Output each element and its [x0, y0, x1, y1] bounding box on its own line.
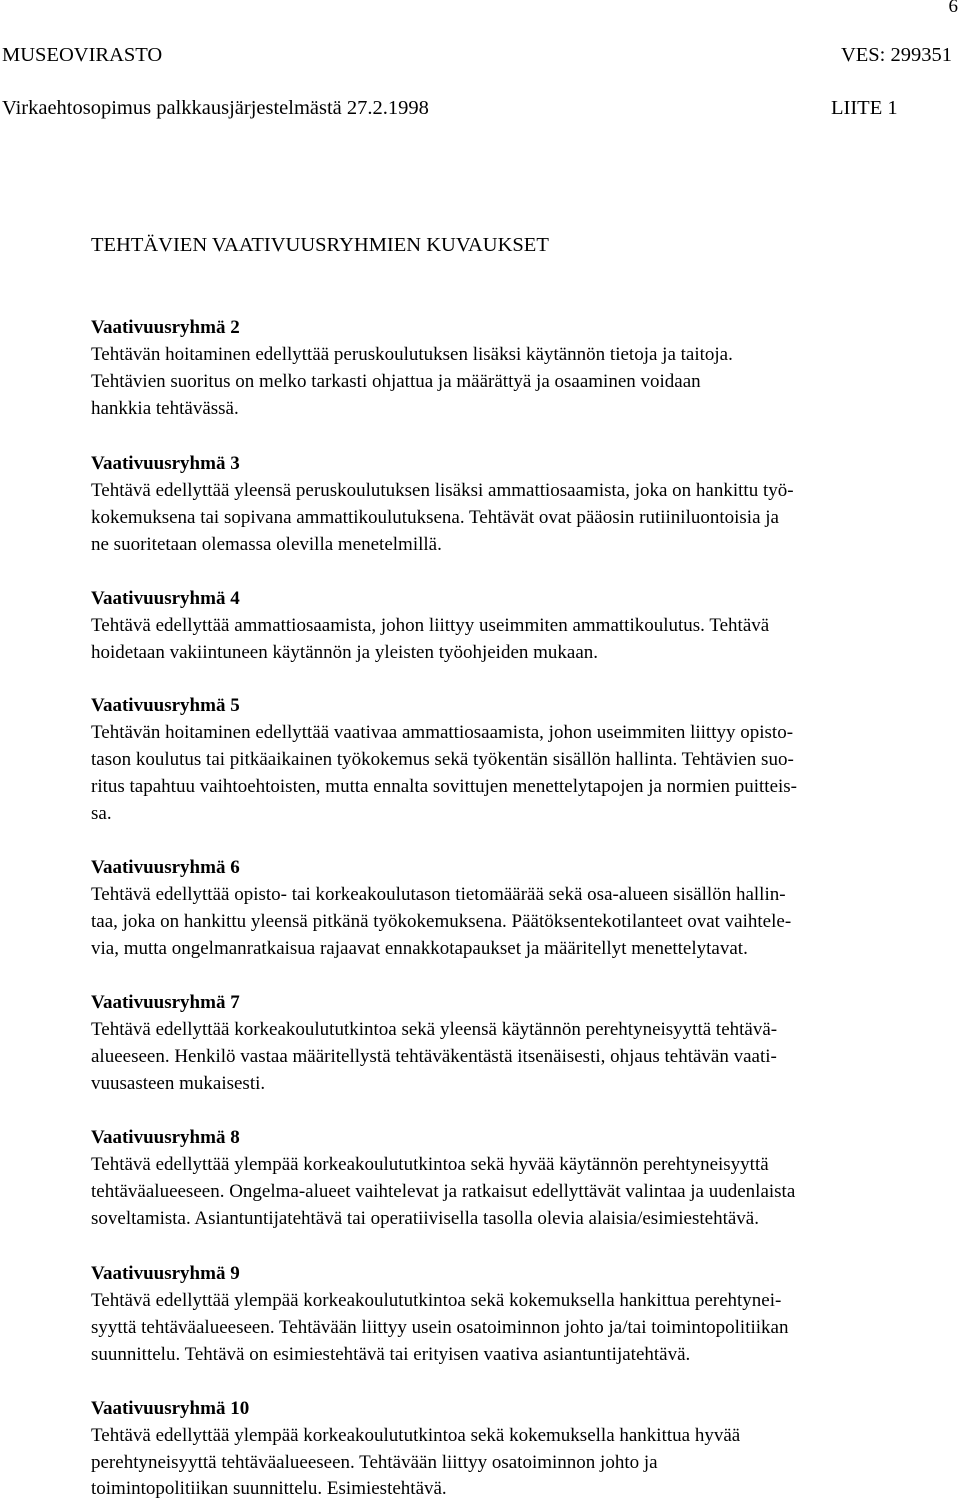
section-text-line: tehtäväalueeseen. Ongelma-alueet vaihtelevat ja ratkaisut edellyttävät valintaa ja uudenlaista — [91, 1181, 796, 1202]
section-text-line: hankkia tehtävässä. — [91, 398, 239, 419]
section-text-line: Tehtävän hoitaminen edellyttää vaativaa ammattiosaamista, johon useimmiten liittyy opisto- — [91, 722, 794, 743]
section-text-line: hoidetaan vakiintuneen käytännön ja yleisten työohjeiden mukaan. — [91, 642, 599, 663]
section-text-line: toimintopolitiikan suunnittelu. Esimiestehtävä. — [91, 1478, 447, 1499]
section-title: Vaativuusryhmä 3 — [91, 453, 240, 474]
organization-name: MUSEOVIRASTO — [2, 44, 163, 66]
section-text-line: syyttä tehtäväalueeseen. Tehtävään liittyy usein osatoiminnon johto ja/tai toimintopolitiikan — [91, 1317, 789, 1338]
section-text-line: suunnittelu. Tehtävä on esimiestehtävä tai erityisen vaativa asiantuntijatehtävä. — [91, 1344, 691, 1365]
section-title: Vaativuusryhmä 5 — [91, 695, 240, 716]
section-text-line: Tehtävä edellyttää opisto- tai korkeakoulutason tietomäärää sekä osa-alueen sisällön hallin- — [91, 884, 786, 905]
section-text-line: Tehtävä edellyttää yleensä peruskoulutuksen lisäksi ammattiosaamista, joka on hankittu työ- — [91, 480, 794, 501]
document-subtitle: Virkaehtosopimus palkkausjärjestelmästä 27.2.1998 — [2, 97, 429, 119]
section-text-line: sa. — [91, 803, 112, 824]
section-title: Vaativuusryhmä 9 — [91, 1263, 240, 1284]
section-text-line: ritus tapahtuu vaihtoehtoisten, mutta ennalta sovittujen menettelytapojen ja normien puitteis- — [91, 776, 797, 797]
section-text-line: via, mutta ongelmanratkaisua rajaavat ennakkotapaukset ja määritellyt menettelytavat. — [91, 938, 748, 959]
section-text-line: ne suoritetaan olemassa olevilla menetelmillä. — [91, 534, 442, 555]
section-text-line: Tehtävä edellyttää ylempää korkeakoulututkintoa sekä kokemuksella hankittua hyvää — [91, 1425, 741, 1446]
section-text-line: Tehtävän hoitaminen edellyttää peruskoulutuksen lisäksi käytännön tietoja ja taitoja. — [91, 344, 733, 365]
section-text-line: Tehtävä edellyttää ylempää korkeakoulututkintoa sekä hyvää käytännön perehtyneisyyttä — [91, 1154, 769, 1175]
section-text-line: tason koulutus tai pitkäaikainen työkokemus sekä työkentän sisällön hallinta. Tehtävien suo- — [91, 749, 794, 770]
section-text-line: taa, joka on hankittu yleensä pitkänä työkokemuksena. Päätöksentekotilanteet ovat vaihtele- — [91, 911, 792, 932]
section-title: Vaativuusryhmä 10 — [91, 1398, 250, 1419]
section-text-line: vuusasteen mukaisesti. — [91, 1073, 266, 1094]
section-text-line: Tehtävä edellyttää ylempää korkeakoulututkintoa sekä kokemuksella hankittua perehtynei- — [91, 1290, 782, 1311]
section-text-line: Tehtävien suoritus on melko tarkasti ohjattua ja määrättyä ja osaaminen voidaan — [91, 371, 701, 392]
section-title: Vaativuusryhmä 2 — [91, 317, 240, 338]
section-text-line: perehtyneisyyttä tehtäväalueeseen. Tehtävään liittyy osatoiminnon johto ja — [91, 1452, 658, 1473]
section-title: Vaativuusryhmä 4 — [91, 588, 240, 609]
appendix-label: LIITE 1 — [831, 97, 898, 119]
section-title: Vaativuusryhmä 8 — [91, 1127, 240, 1148]
main-title: TEHTÄVIEN VAATIVUUSRYHMIEN KUVAUKSET — [91, 234, 549, 256]
section-text-line: Tehtävä edellyttää korkeakoulututkintoa sekä yleensä käytännön perehtyneisyyttä tehtävä- — [91, 1019, 778, 1040]
section-title: Vaativuusryhmä 6 — [91, 857, 240, 878]
section-text-line: soveltamista. Asiantuntijatehtävä tai operatiivisella tasolla olevia alaisia/esimiestehtävä. — [91, 1208, 759, 1229]
section-text-line: kokemuksena tai sopivana ammattikoulutuksena. Tehtävät ovat pääosin rutiiniluontoisia ja — [91, 507, 779, 528]
section-text-line: Tehtävä edellyttää ammattiosaamista, johon liittyy useimmiten ammattikoulutus. Tehtävä — [91, 615, 770, 636]
section-text-line: alueeseen. Henkilö vastaa määritellystä tehtäväkentästä itsenäisesti, ohjaus tehtävän vaati- — [91, 1046, 777, 1067]
document-reference: VES: 299351 — [840, 44, 952, 66]
section-title: Vaativuusryhmä 7 — [91, 992, 240, 1013]
page-number: 6 — [948, 0, 958, 17]
